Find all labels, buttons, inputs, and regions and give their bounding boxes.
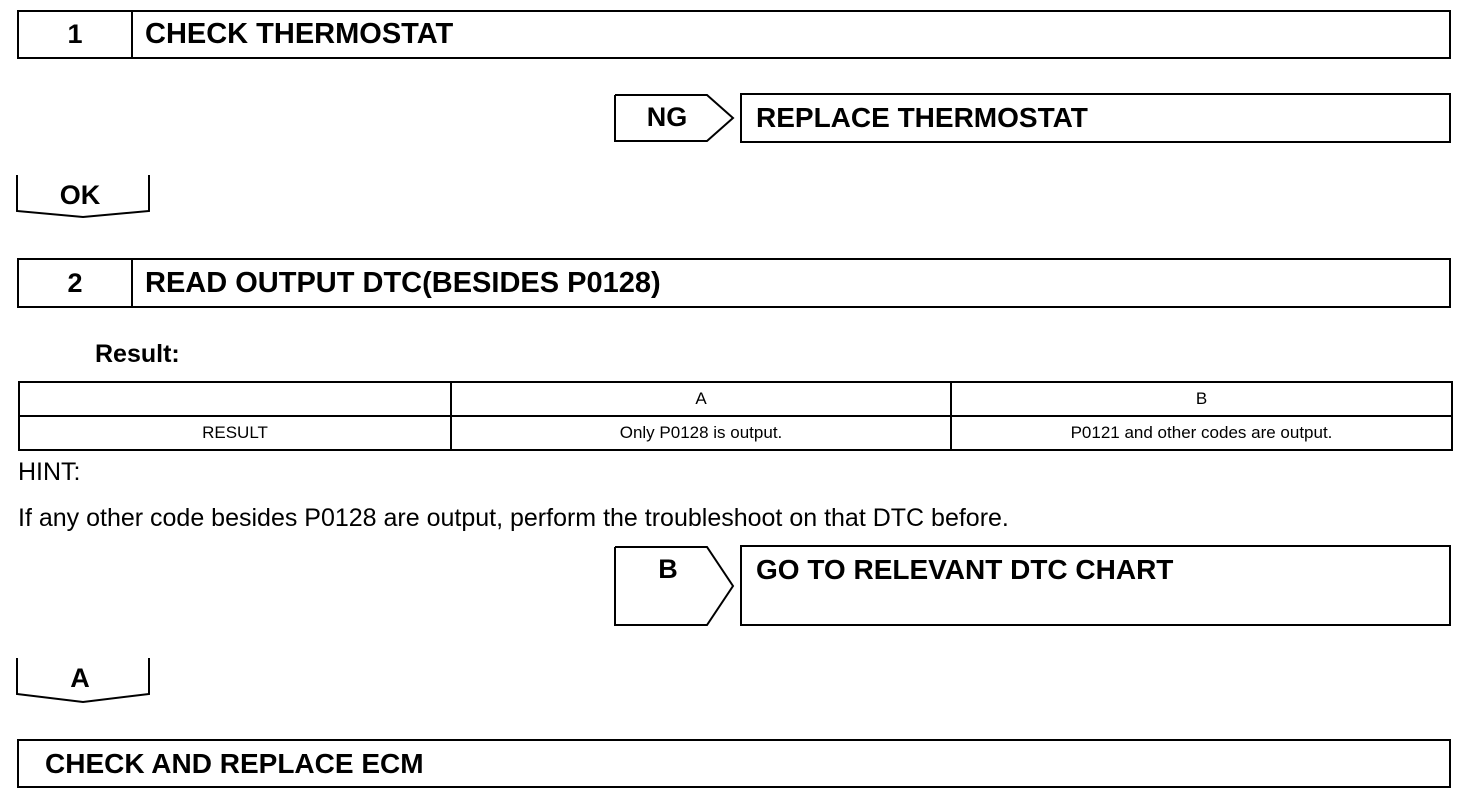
step-1-number: 1 <box>19 12 133 57</box>
ng-branch-label: NG <box>646 102 688 132</box>
step-2-number: 2 <box>19 260 133 306</box>
b-action-box <box>740 545 1451 626</box>
hint-text: If any other code besides P0128 are output, perform the troubleshoot on that DTC before. <box>18 504 1009 532</box>
step-2-title: READ OUTPUT DTC(BESIDES P0128) <box>145 266 661 299</box>
ok-branch-label: OK <box>59 180 101 210</box>
step-1-title: CHECK THERMOSTAT <box>145 18 454 50</box>
hint-label: HINT: <box>18 458 81 486</box>
a-branch-label: A <box>70 663 90 693</box>
table-cell: P0121 and other codes are output. <box>951 416 1452 450</box>
result-table <box>18 381 1453 451</box>
b-branch-arrow <box>613 545 737 627</box>
final-step-box <box>17 739 1451 788</box>
a-branch-arrow <box>15 656 153 704</box>
b-branch-label: B <box>658 554 678 584</box>
table-row <box>19 416 1452 450</box>
ng-branch-arrow <box>613 93 737 143</box>
result-table-header-cell <box>19 382 451 416</box>
result-heading: Result: <box>95 340 180 368</box>
ok-branch-arrow <box>15 173 153 219</box>
table-cell: Only P0128 is output. <box>451 416 951 450</box>
b-action-text: GO TO RELEVANT DTC CHART <box>756 554 1174 585</box>
result-table-header-cell: B <box>951 382 1452 416</box>
step-1-box <box>17 10 1451 59</box>
final-step-title: CHECK AND REPLACE ECM <box>45 748 424 779</box>
result-table-header-cell: A <box>451 382 951 416</box>
table-cell: RESULT <box>19 416 451 450</box>
result-table-header-row <box>19 382 1452 416</box>
step-2-box <box>17 258 1451 308</box>
ng-action-text: REPLACE THERMOSTAT <box>756 102 1088 133</box>
ng-action-box <box>740 93 1451 143</box>
